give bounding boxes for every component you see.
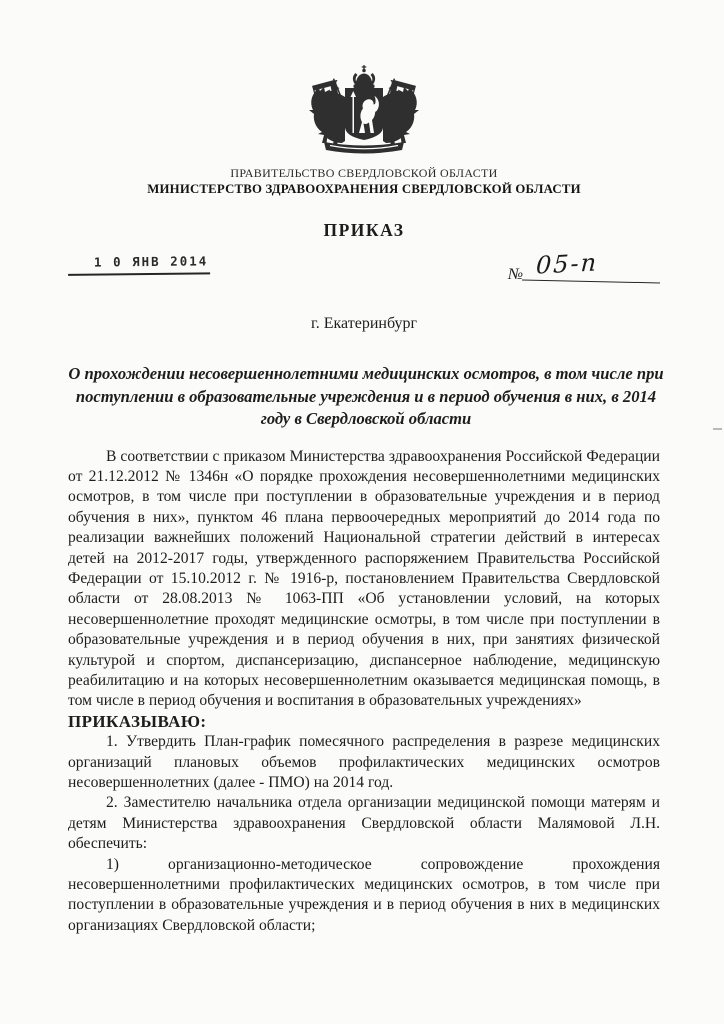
sverdlovsk-oblast-coat-of-arms-icon (289, 62, 439, 162)
date-number-row (68, 248, 660, 300)
order-title: О прохождении несовершеннолетними медицинских осмотров, в том числе при поступлении в образовательные учреждения и в период обучения в них, в 2014 году в Свердловской области (68, 364, 664, 428)
city-line: г. Екатеринбург (310, 315, 418, 332)
scan-artifact-mark (713, 428, 722, 430)
item-1-paragraph: 1. Утвердить План-график помесячного распределения в разрезе медицинских организаций плановых объемов профилактических медицинских осмотров несовершеннолетних (далее - ПМО) на 2014 год. (68, 733, 660, 791)
doc-type-heading: ПРИКАЗ (323, 220, 405, 240)
date-underline (68, 272, 210, 275)
preamble-paragraph: В соответствии с приказом Министерства здравоохранения Российской Федерации от 21.12.2012 № 1346н «О порядке прохождения несовершеннолетними медицинских осмотров, в том числе при поступлении в образовательные учреждения и в период обучения в них», пунктом 46 плана первоочередных мероприятий до 2014 года по реализации важнейших положений Национальной стратегии действий в интересах детей на 2012-2017 годы, утвержденного распоряжением Правительства Российской Федерации от 15.10.2012 г. № 1916-р, постановлением Правительства Свердловской области от 28.08.2013 № 1063-ПП «Об установлении условий, на которых несовершеннолетние проходят медицинские осмотры, в том числе при поступлении в образовательные учреждения и в период обучения в них, при занятиях физической культурой и спортом, диспансеризацию, диспансерное наблюдение, медицинскую реабилитацию и на которых несовершеннолетним оказывается медицинская помощь, в том числе в период обучения и воспитания в образовательных учреждениях» (68, 447, 660, 710)
item-2-paragraph: 2. Заместителю начальника отдела организации медицинской помощи матерям и детям Министерства здравоохранения Свердловской области Малямовой Л.Н. обеспечить: (68, 794, 660, 853)
number-underline (522, 280, 660, 284)
subitem-1-paragraph: 1) организационно-методическое сопровождение прохождения несовершеннолетними профилактических медицинских осмотров, в том числе при поступлении в образовательные учреждения и в период обучения в них в медицинских организациях Свердловской области; (68, 855, 660, 934)
number-handwritten: 05-п (535, 248, 599, 280)
order-body (68, 447, 660, 937)
date-block (68, 253, 228, 276)
government-name: ПРАВИТЕЛЬСТВО СВЕРДЛОВСКОЙ ОБЛАСТИ (230, 166, 498, 180)
number-sign: № (508, 266, 524, 283)
date-stamp: 1 0 ЯНВ 2014 (93, 253, 209, 270)
emblem-container (68, 62, 660, 162)
ministry-name: МИНИСТЕРСТВО ЗДРАВООХРАНЕНИЯ СВЕРДЛОВСКОЙ ОБЛАСТИ (147, 182, 581, 196)
resolution-word: ПРИКАЗЫВАЮ: (68, 711, 207, 731)
number-block (508, 248, 660, 294)
